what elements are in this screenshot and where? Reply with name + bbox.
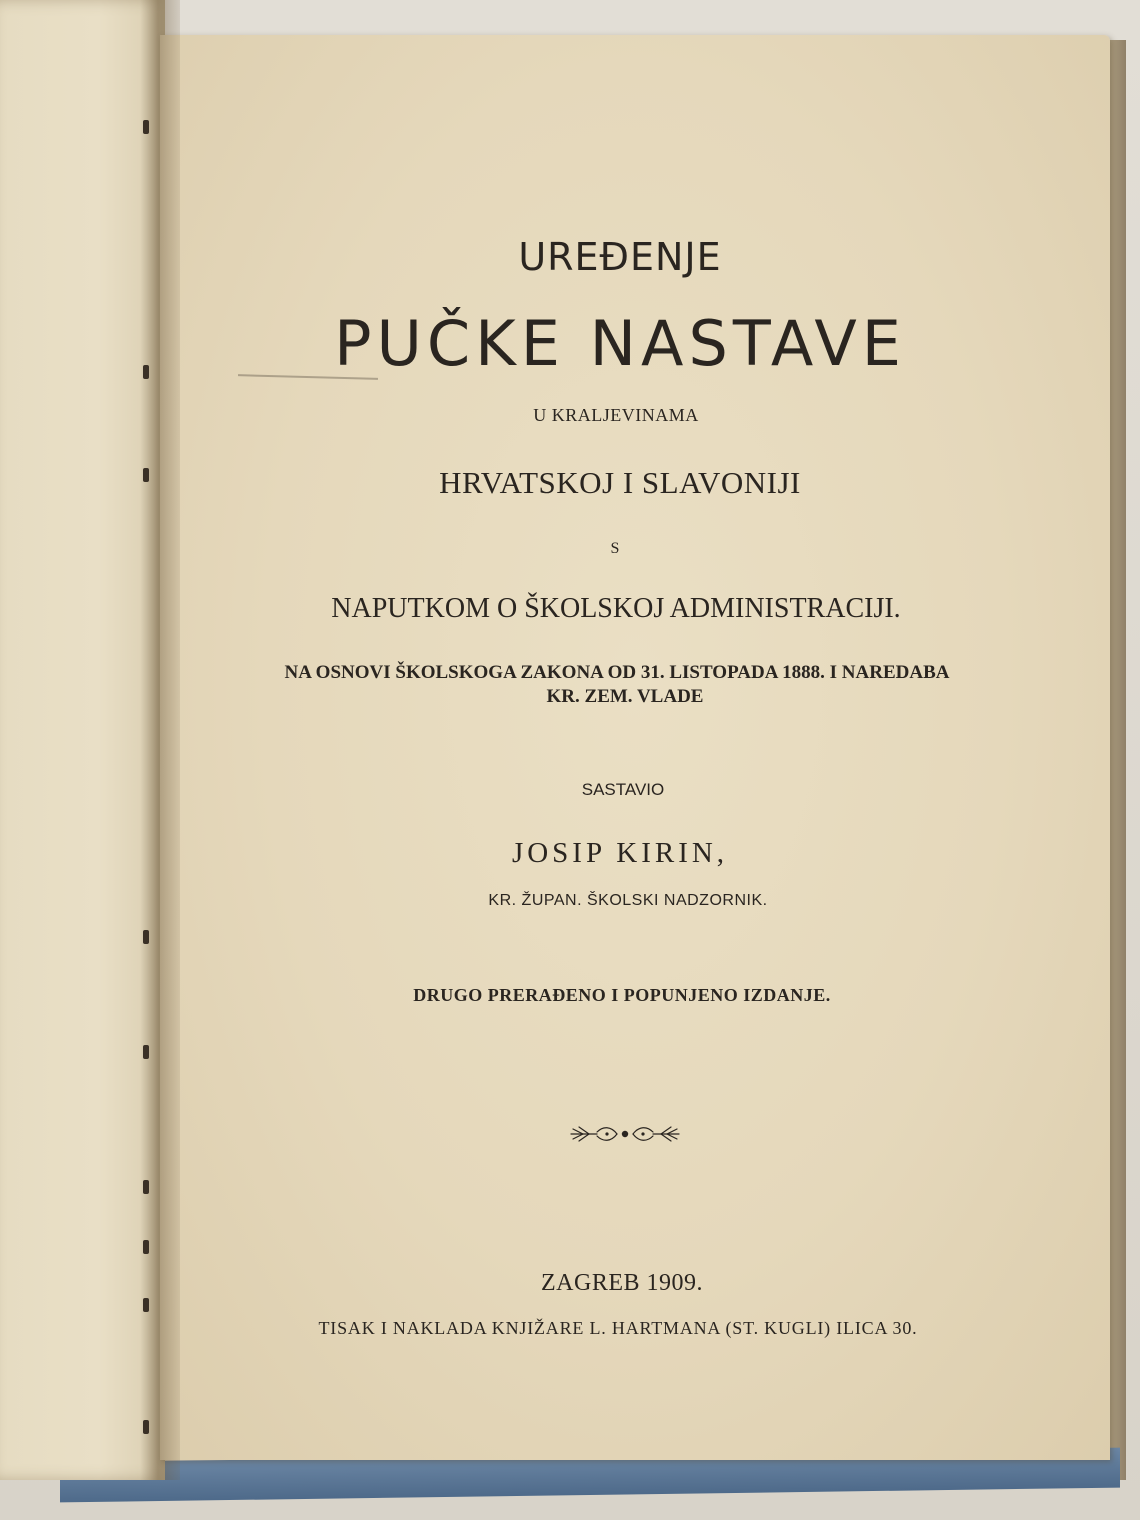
binding-stitch [143,1298,149,1312]
author-name: JOSIP KIRIN, [511,837,729,869]
legal-basis-line-1: NA OSNOVI ŠKOLSKOGA ZAKONA OD 31. LISTOPADA 1888. I NAREDABA [284,662,950,683]
binding-stitch [143,1180,149,1194]
edition-note: DRUGO PRERAĐENO I POPUNJENO IZDANJE. [413,985,831,1005]
place-and-year: ZAGREB 1909. [541,1270,703,1296]
ornament-icon [565,1120,685,1148]
subtitle-small: U KRALJEVINAMA [533,405,699,425]
legal-basis-line-2: KR. ZEM. VLADE [546,686,704,707]
supplement-title: NAPUTKOM O ŠKOLSKOJ ADMINISTRACIJI. [331,593,901,624]
binding-stitch [143,930,149,944]
subtitle-large: HRVATSKOJ I SLAVONIJI [439,465,801,500]
title-page-content [160,35,1110,1460]
binding-stitch [143,1240,149,1254]
conjunction: S [610,540,620,557]
title-large: PUČKE NASTAVE [334,307,906,380]
title-small: UREĐENJE [518,235,722,279]
binding-stitch [143,1045,149,1059]
binding-stitch [143,120,149,134]
compiled-by-label: SASTAVIO [581,780,665,799]
binding-stitch [143,1420,149,1434]
publisher-line: TISAK I NAKLADA KNJIŽARE L. HARTMANA (ST. KUGLI) ILICA 30. [318,1318,918,1338]
author-role: KR. ŽUPAN. ŠKOLSKI NADZORNIK. [488,892,768,909]
